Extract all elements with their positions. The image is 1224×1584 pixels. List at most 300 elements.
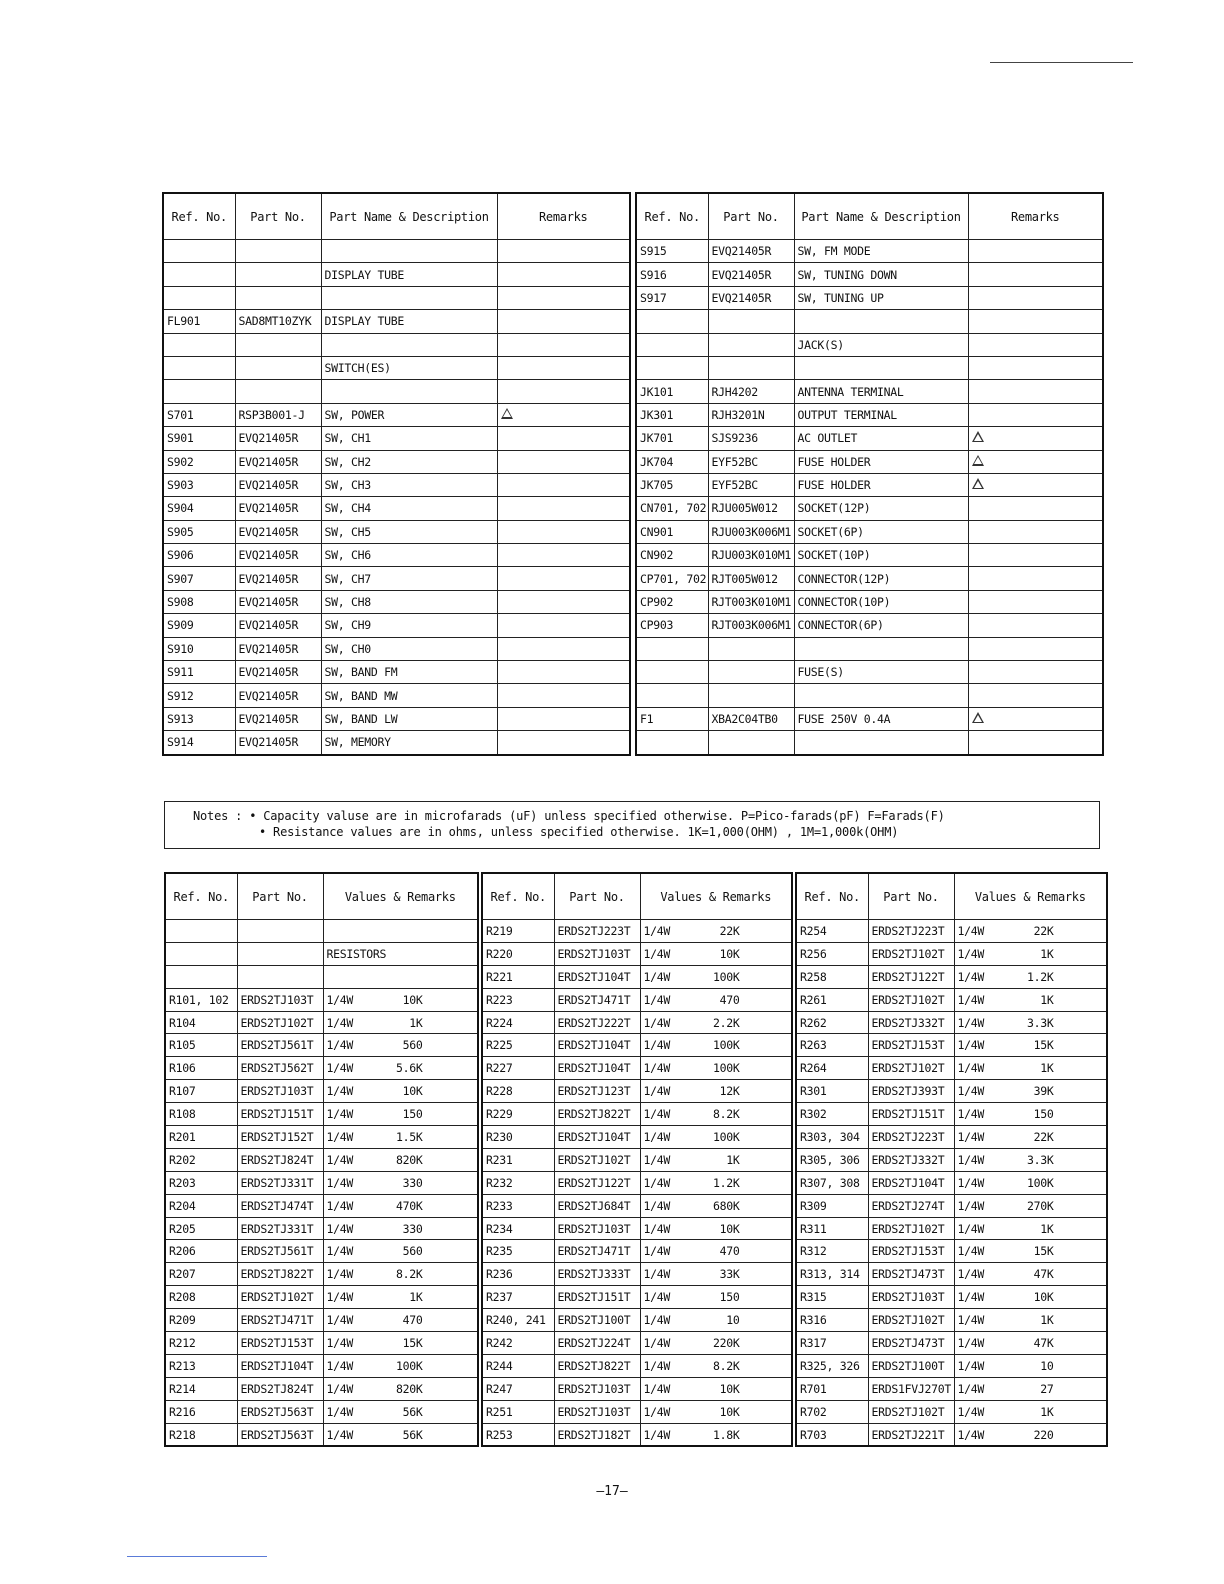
wattage: 1/4W [643, 1107, 670, 1122]
wattage: 1/4W [643, 969, 670, 984]
values-cell [640, 1103, 792, 1126]
resistance-value: 8.2K [396, 1267, 423, 1282]
remarks-cell [968, 286, 1103, 309]
col-values: Values & Remarks [323, 873, 478, 920]
ref-no-cell: R703 [796, 1423, 868, 1446]
table-row [482, 965, 792, 988]
table-row [165, 1103, 478, 1126]
part-name-cell: SW, POWER [321, 403, 497, 426]
table-row [163, 310, 630, 333]
resistor-table-1 [164, 872, 479, 1447]
part-no-cell: ERDS2TJ473T [868, 1332, 954, 1355]
values-cell [954, 1377, 1107, 1400]
part-no-cell: ERDS2TJ151T [868, 1103, 954, 1126]
table-row [163, 520, 630, 543]
remarks-cell [497, 520, 630, 543]
table-row [482, 1126, 792, 1149]
remarks-cell [497, 497, 630, 520]
wattage: 1/4W [643, 1335, 670, 1350]
footer-rule [127, 1556, 267, 1557]
part-name-cell: SOCKET(6P) [794, 520, 968, 543]
part-name-cell: SW, CH0 [321, 637, 497, 660]
wattage: 1/4W [326, 1427, 353, 1442]
wattage: 1/4W [643, 992, 670, 1007]
table-row [796, 965, 1107, 988]
part-no-cell: ERDS2TJ151T [237, 1103, 323, 1126]
values-cell: RESISTORS [323, 942, 478, 965]
wattage: 1/4W [957, 923, 984, 938]
resistance-value: 1K [1040, 1061, 1054, 1076]
part-no-cell: ERDS2TJ223T [868, 920, 954, 943]
remarks-cell [968, 356, 1103, 379]
ref-no-cell: JK705 [636, 473, 708, 496]
table-header [482, 873, 792, 920]
ref-no-cell: R311 [796, 1217, 868, 1240]
ref-no-cell: S701 [163, 403, 235, 426]
table-row [165, 942, 478, 965]
values-cell [323, 1263, 478, 1286]
table-row [636, 707, 1103, 730]
ref-no-cell: R232 [482, 1171, 554, 1194]
ref-no-cell: R230 [482, 1126, 554, 1149]
resistance-value: 3.3K [1027, 1152, 1054, 1167]
table-row [636, 567, 1103, 590]
resistance-value: 2.2K [713, 1015, 740, 1030]
part-no-cell: EVQ21405R [708, 286, 794, 309]
remarks-cell [968, 427, 1103, 450]
parts-table-right-body [636, 240, 1103, 755]
part-name-cell: SW, MEMORY [321, 731, 497, 755]
wattage: 1/4W [957, 1084, 984, 1099]
table-row [163, 427, 630, 450]
wattage: 1/4W [326, 1038, 353, 1053]
ref-no-cell: R309 [796, 1194, 868, 1217]
table-row [165, 1126, 478, 1149]
part-name-cell: CONNECTOR(12P) [794, 567, 968, 590]
ref-no-cell: R254 [796, 920, 868, 943]
ref-no-cell: R206 [165, 1240, 237, 1263]
table-row [165, 1171, 478, 1194]
values-cell [954, 988, 1107, 1011]
part-no-cell: ERDS2TJ103T [554, 1217, 640, 1240]
wattage: 1/4W [643, 1129, 670, 1144]
values-cell [640, 1263, 792, 1286]
part-no-cell: RJU005W012 [708, 497, 794, 520]
table-row [482, 1217, 792, 1240]
resistor-table-2 [481, 872, 793, 1447]
part-no-cell [235, 333, 321, 356]
ref-no-cell [163, 263, 235, 286]
ref-no-cell: CP902 [636, 590, 708, 613]
col-part-name: Part Name & Description [794, 193, 968, 240]
resistance-value: 1.2K [1027, 969, 1054, 984]
values-cell [640, 1332, 792, 1355]
values-cell [640, 1011, 792, 1034]
part-name-cell: SW, CH8 [321, 590, 497, 613]
ref-no-cell: R212 [165, 1332, 237, 1355]
values-cell [954, 942, 1107, 965]
resistance-value: 15K [402, 1335, 423, 1350]
part-no-cell: ERDS2TJ103T [237, 1080, 323, 1103]
part-no-cell: ERDS2TJ104T [868, 1171, 954, 1194]
table-row [636, 286, 1103, 309]
table-row [796, 942, 1107, 965]
part-no-cell: ERDS2TJ274T [868, 1194, 954, 1217]
part-no-cell: ERDS2TJ824T [237, 1377, 323, 1400]
ref-no-cell: R316 [796, 1309, 868, 1332]
values-cell [954, 1034, 1107, 1057]
wattage: 1/4W [326, 1404, 353, 1419]
remarks-cell [497, 614, 630, 637]
resistance-value: 47K [1033, 1335, 1054, 1350]
ref-no-cell [636, 661, 708, 684]
resistance-value: 150 [1033, 1107, 1054, 1122]
part-name-cell: FUSE 250V 0.4A [794, 707, 968, 730]
part-no-cell [235, 356, 321, 379]
remarks-cell [497, 684, 630, 707]
part-no-cell: ERDS2TJ102T [868, 1057, 954, 1080]
ref-no-cell: R233 [482, 1194, 554, 1217]
table-row [482, 1057, 792, 1080]
values-cell [954, 1309, 1107, 1332]
values-cell [640, 920, 792, 943]
ref-no-cell: R228 [482, 1080, 554, 1103]
wattage: 1/4W [326, 1129, 353, 1144]
wattage: 1/4W [326, 1015, 353, 1030]
part-no-cell: ERDS2TJ102T [868, 1217, 954, 1240]
values-cell [954, 1103, 1107, 1126]
values-cell [954, 965, 1107, 988]
table-row [636, 614, 1103, 637]
values-cell [954, 920, 1107, 943]
ref-no-cell: S903 [163, 473, 235, 496]
wattage: 1/4W [326, 1221, 353, 1236]
part-no-cell: RJU003K006M1 [708, 520, 794, 543]
table-row [796, 1354, 1107, 1377]
table-row [796, 1148, 1107, 1171]
wattage: 1/4W [643, 1221, 670, 1236]
values-cell [640, 988, 792, 1011]
notes-box [164, 801, 1100, 849]
ref-no-cell: R216 [165, 1400, 237, 1423]
resistance-value: 22K [1033, 1129, 1054, 1144]
part-no-cell: ERDS2TJ103T [237, 988, 323, 1011]
resistance-value: 470 [719, 1244, 740, 1259]
values-cell [640, 1309, 792, 1332]
resistance-value: 10K [719, 1404, 740, 1419]
ref-no-cell: R301 [796, 1080, 868, 1103]
ref-no-cell [163, 333, 235, 356]
values-cell [954, 1332, 1107, 1355]
ref-no-cell: R303, 304 [796, 1126, 868, 1149]
wattage: 1/4W [957, 1404, 984, 1419]
wattage: 1/4W [957, 1267, 984, 1282]
remarks-cell [968, 590, 1103, 613]
resistance-value: 820K [396, 1152, 423, 1167]
part-no-cell: ERDS2TJ104T [554, 965, 640, 988]
wattage: 1/4W [957, 946, 984, 961]
values-cell [323, 1080, 478, 1103]
remarks-cell [497, 637, 630, 660]
part-no-cell: XBA2C04TB0 [708, 707, 794, 730]
part-no-cell: EVQ21405R [235, 497, 321, 520]
ref-no-cell: JK701 [636, 427, 708, 450]
table-row [482, 1423, 792, 1446]
col-remarks: Remarks [968, 193, 1103, 240]
table-row [165, 1034, 478, 1057]
table-row [636, 473, 1103, 496]
values-cell [640, 965, 792, 988]
table-row [796, 1423, 1107, 1446]
resistance-value: 100K [1027, 1175, 1054, 1190]
part-no-cell: ERDS2TJ103T [554, 1400, 640, 1423]
values-cell [640, 1286, 792, 1309]
parts-table-left [162, 192, 631, 756]
safety-warning-icon [972, 431, 984, 442]
resistance-value: 10K [719, 1381, 740, 1396]
table-row [482, 1011, 792, 1034]
wattage: 1/4W [643, 1267, 670, 1282]
values-cell [640, 1057, 792, 1080]
part-no-cell: EVQ21405R [235, 731, 321, 755]
table-row [482, 1103, 792, 1126]
table-row [482, 1240, 792, 1263]
ref-no-cell [636, 310, 708, 333]
table-row [796, 1217, 1107, 1240]
values-cell [323, 1354, 478, 1377]
wattage: 1/4W [957, 1335, 984, 1350]
ref-no-cell: R234 [482, 1217, 554, 1240]
part-no-cell: ERDS2TJ104T [554, 1126, 640, 1149]
resistance-value: 330 [402, 1175, 423, 1190]
remarks-cell [497, 544, 630, 567]
ref-no-cell: S916 [636, 263, 708, 286]
resistance-value: 330 [402, 1221, 423, 1236]
resistance-value: 100K [713, 969, 740, 984]
part-no-cell: RJU003K010M1 [708, 544, 794, 567]
remarks-cell [968, 707, 1103, 730]
col-part-no: Part No. [868, 873, 954, 920]
wattage: 1/4W [957, 1152, 984, 1167]
wattage: 1/4W [326, 1084, 353, 1099]
ref-no-cell: CN701, 702 [636, 497, 708, 520]
resistor-table-3-body [796, 920, 1107, 1447]
ref-no-cell: R313, 314 [796, 1263, 868, 1286]
part-no-cell [708, 684, 794, 707]
remarks-cell [497, 590, 630, 613]
remarks-cell [497, 240, 630, 263]
ref-no-cell: JK704 [636, 450, 708, 473]
part-no-cell [708, 310, 794, 333]
part-name-cell: SW, CH3 [321, 473, 497, 496]
col-part-name: Part Name & Description [321, 193, 497, 240]
resistance-value: 560 [402, 1038, 423, 1053]
ref-no-cell: R214 [165, 1377, 237, 1400]
part-no-cell: ERDS2TJ104T [554, 1057, 640, 1080]
values-cell [323, 1194, 478, 1217]
values-cell [954, 1400, 1107, 1423]
resistance-value: 1.8K [713, 1427, 740, 1442]
resistance-value: 8.2K [713, 1358, 740, 1373]
table-row [796, 1011, 1107, 1034]
table-row [796, 1034, 1107, 1057]
wattage: 1/4W [957, 969, 984, 984]
resistance-value: 100K [713, 1061, 740, 1076]
table-row [482, 942, 792, 965]
table-row [636, 403, 1103, 426]
part-no-cell: RSP3B001-J [235, 403, 321, 426]
resistance-value: 33K [719, 1267, 740, 1282]
wattage: 1/4W [957, 1107, 984, 1122]
resistance-value: 100K [713, 1038, 740, 1053]
part-name-cell [794, 310, 968, 333]
table-row [165, 1400, 478, 1423]
part-no-cell: ERDS2TJ122T [868, 965, 954, 988]
values-cell [640, 1377, 792, 1400]
part-no-cell: ERDS2TJ104T [554, 1034, 640, 1057]
part-no-cell: ERDS2TJ100T [554, 1309, 640, 1332]
values-cell [323, 1148, 478, 1171]
wattage: 1/4W [643, 1427, 670, 1442]
ref-no-cell: R305, 306 [796, 1148, 868, 1171]
part-no-cell: ERDS2TJ473T [868, 1263, 954, 1286]
ref-no-cell: R317 [796, 1332, 868, 1355]
resistance-value: 10K [719, 946, 740, 961]
parts-table-left-body [163, 240, 630, 755]
table-row [165, 1194, 478, 1217]
table-row [163, 450, 630, 473]
table-row [163, 403, 630, 426]
table-row [482, 920, 792, 943]
resistance-value: 1.5K [396, 1129, 423, 1144]
part-name-cell: FUSE HOLDER [794, 473, 968, 496]
table-row [636, 263, 1103, 286]
table-row [163, 731, 630, 755]
resistance-value: 10K [402, 1084, 423, 1099]
part-name-cell [794, 637, 968, 660]
table-row [163, 544, 630, 567]
wattage: 1/4W [643, 1175, 670, 1190]
part-no-cell: EVQ21405R [235, 637, 321, 660]
part-no-cell: EVQ21405R [708, 263, 794, 286]
wattage: 1/4W [643, 1152, 670, 1167]
ref-no-cell: R237 [482, 1286, 554, 1309]
table-row [163, 684, 630, 707]
part-name-cell: SW, BAND FM [321, 661, 497, 684]
part-no-cell: ERDS2TJ102T [868, 942, 954, 965]
table-row [163, 356, 630, 379]
table-row [165, 1354, 478, 1377]
part-no-cell [237, 920, 323, 943]
part-no-cell: ERDS2TJ331T [237, 1217, 323, 1240]
parts-table-right [635, 192, 1104, 756]
remarks-cell [968, 310, 1103, 333]
col-part-no: Part No. [237, 873, 323, 920]
table-row [636, 731, 1103, 755]
ref-no-cell: S905 [163, 520, 235, 543]
ref-no-cell: R225 [482, 1034, 554, 1057]
table-row [163, 473, 630, 496]
values-cell [323, 988, 478, 1011]
wattage: 1/4W [643, 1313, 670, 1328]
wattage: 1/4W [326, 1267, 353, 1282]
part-no-cell: ERDS2TJ332T [868, 1011, 954, 1034]
table-row [636, 333, 1103, 356]
ref-no-cell: S909 [163, 614, 235, 637]
col-part-no: Part No. [554, 873, 640, 920]
values-cell [640, 1080, 792, 1103]
wattage: 1/4W [957, 1313, 984, 1328]
part-no-cell: ERDS2TJ471T [237, 1309, 323, 1332]
part-no-cell: ERDS2TJ822T [237, 1263, 323, 1286]
part-no-cell: ERDS2TJ562T [237, 1057, 323, 1080]
part-name-cell: FUSE HOLDER [794, 450, 968, 473]
remarks-cell [968, 731, 1103, 755]
ref-no-cell: R105 [165, 1034, 237, 1057]
col-remarks: Remarks [497, 193, 630, 240]
part-name-cell: SOCKET(12P) [794, 497, 968, 520]
wattage: 1/4W [643, 1038, 670, 1053]
wattage: 1/4W [326, 1381, 353, 1396]
table-row [165, 1217, 478, 1240]
table-row [163, 263, 630, 286]
ref-no-cell: R258 [796, 965, 868, 988]
part-no-cell: ERDS2TJ822T [554, 1354, 640, 1377]
table-row [165, 1011, 478, 1034]
ref-no-cell: S907 [163, 567, 235, 590]
part-no-cell: ERDS2TJ153T [237, 1332, 323, 1355]
part-no-cell: ERDS2TJ153T [868, 1240, 954, 1263]
ref-no-cell: R204 [165, 1194, 237, 1217]
values-cell [954, 1057, 1107, 1080]
wattage: 1/4W [326, 1061, 353, 1076]
part-no-cell: ERDS2TJ561T [237, 1034, 323, 1057]
wattage: 1/4W [957, 1038, 984, 1053]
ref-no-cell: R307, 308 [796, 1171, 868, 1194]
ref-no-cell: R247 [482, 1377, 554, 1400]
table-row [163, 637, 630, 660]
part-no-cell [237, 965, 323, 988]
resistance-value: 22K [719, 923, 740, 938]
resistance-value: 15K [1033, 1244, 1054, 1259]
table-row [636, 380, 1103, 403]
values-cell [323, 1332, 478, 1355]
wattage: 1/4W [326, 1107, 353, 1122]
remarks-cell [497, 731, 630, 755]
values-cell [954, 1194, 1107, 1217]
resistance-value: 820K [396, 1381, 423, 1396]
values-cell [640, 1126, 792, 1149]
table-row [482, 1354, 792, 1377]
table-row [636, 544, 1103, 567]
wattage: 1/4W [326, 992, 353, 1007]
ref-no-cell: S915 [636, 240, 708, 263]
wattage: 1/4W [957, 1129, 984, 1144]
part-no-cell [235, 240, 321, 263]
wattage: 1/4W [957, 1290, 984, 1305]
ref-no-cell: CP701, 702 [636, 567, 708, 590]
table-row [796, 1400, 1107, 1423]
table-row [165, 1080, 478, 1103]
ref-no-cell: R227 [482, 1057, 554, 1080]
part-no-cell [237, 942, 323, 965]
table-row [482, 988, 792, 1011]
table-row [482, 1171, 792, 1194]
remarks-cell [497, 310, 630, 333]
table-header [163, 193, 630, 240]
values-cell [640, 942, 792, 965]
part-no-cell: ERDS2TJ471T [554, 988, 640, 1011]
